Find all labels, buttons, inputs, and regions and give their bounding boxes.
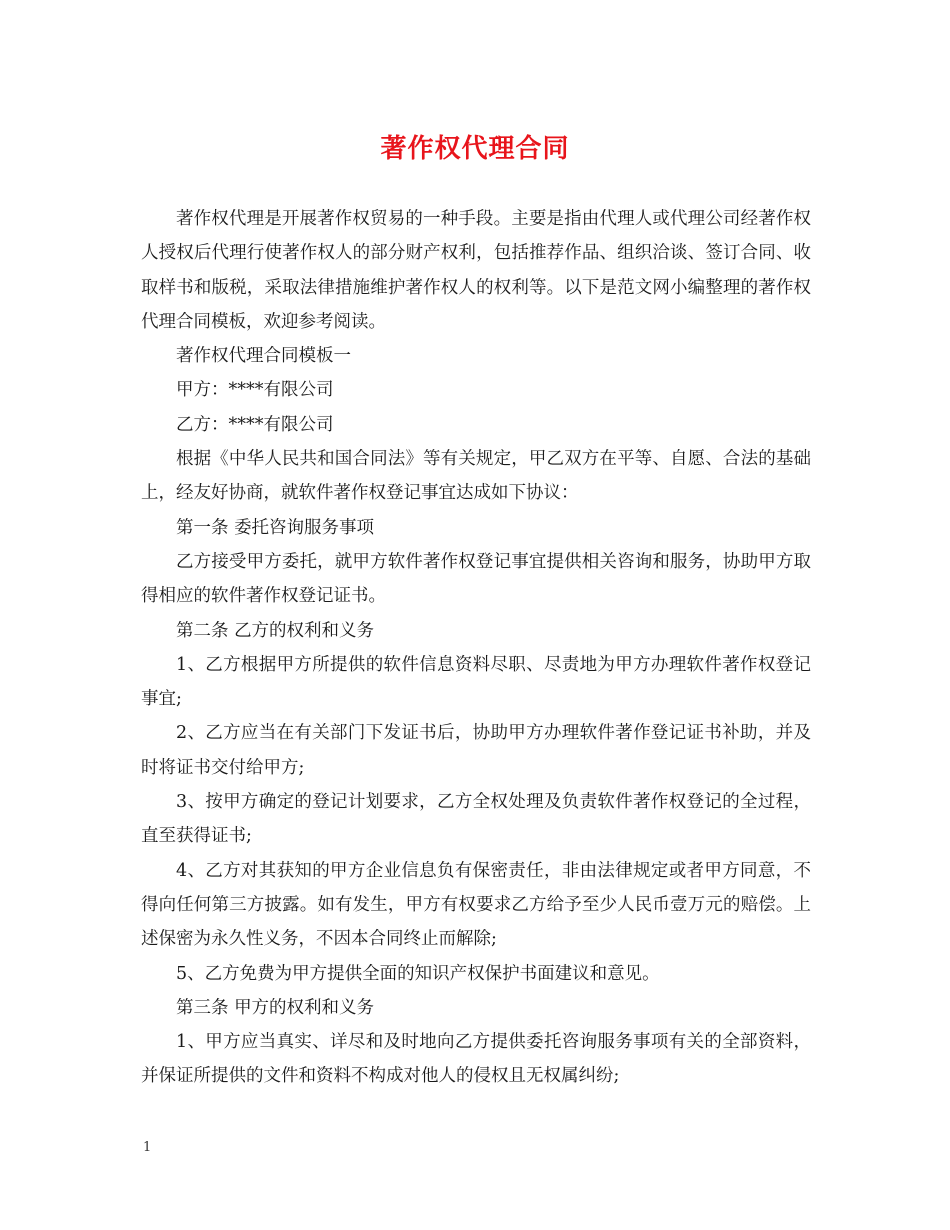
party-a-line: 甲方：****有限公司	[176, 380, 334, 401]
article-2-clause-5: 5、乙方免费为甲方提供全面的知识产权保护书面建议和意见。	[176, 963, 660, 984]
intro-paragraph: 著作权代理是开展著作权贸易的一种手段。主要是指由代理人或代理公司经著作权人授权后代理行使著作权人的部分财产权利，包括推荐作品、组织洽谈、签订合同、收取样书和版税，采取法律措施维护著作权人的权利等。以下是范文网小编整理的著作权代理合同模板，欢迎参考阅读。	[141, 209, 811, 332]
article-3-heading: 第三条 甲方的权利和义务	[176, 997, 375, 1018]
document-title: 著作权代理合同	[380, 134, 570, 164]
article-2-clause-3: 3、按甲方确定的登记计划要求，乙方全权处理及负责软件著作权登记的全过程，直至获得证书;	[141, 792, 811, 847]
article-1-paragraph: 乙方接受甲方委托，就甲方软件著作权登记事宜提供相关咨询和服务，协助甲方取得相应的软件著作权登记证书。	[141, 551, 811, 607]
party-b-line: 乙方：****有限公司	[176, 414, 334, 435]
template-heading: 著作权代理合同模板一	[176, 346, 351, 367]
preamble-paragraph: 根据《中华人民共和国合同法》等有关规定，甲乙双方在平等、自愿、合法的基础上，经友好协商，就软件著作权登记事宜达成如下协议：	[141, 449, 811, 504]
article-1-heading: 第一条 委托咨询服务事项	[176, 517, 375, 538]
article-2-clause-1: 1、乙方根据甲方所提供的软件信息资料尽职、尽责地为甲方办理软件著作权登记事宜;	[141, 654, 811, 710]
article-2-heading: 第二条 乙方的权利和义务	[176, 620, 375, 641]
page-number: 1	[143, 1140, 152, 1155]
article-3-clause-1: 1、甲方应当真实、详尽和及时地向乙方提供委托咨询服务事项有关的全部资料，并保证所提供的文件和资料不构成对他人的侵权且无权属纠纷;	[141, 1032, 811, 1087]
document-body	[141, 202, 811, 1094]
article-2-clause-2: 2、乙方应当在有关部门下发证书后，协助甲方办理软件著作登记证书补助，并及时将证书交付给甲方;	[141, 723, 811, 778]
article-2-clause-4: 4、乙方对其获知的甲方企业信息负有保密责任，非由法律规定或者甲方同意，不得向任何第三方披露。如有发生，甲方有权要求乙方给予至少人民币壹万元的赔偿。上述保密为永久性义务，不因本合同终止而解除;	[141, 860, 811, 950]
